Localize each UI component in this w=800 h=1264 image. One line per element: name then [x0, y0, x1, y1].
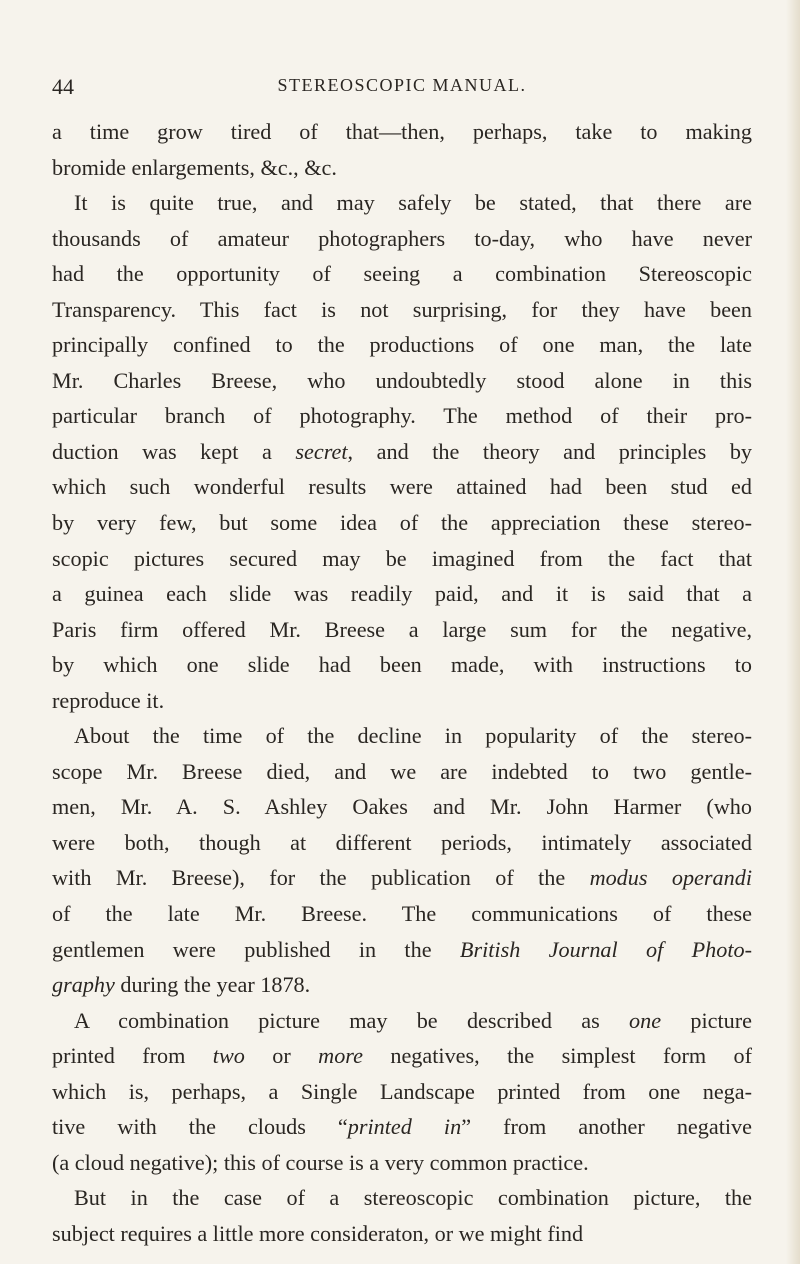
text-run: Mr. Charles Breese, who undoubtedly stood alone in this: [52, 367, 752, 393]
text-run: scopic pictures secured may be imagined from the fact that: [52, 545, 752, 571]
italic-text: modus operandi: [589, 865, 752, 891]
page-header: [52, 74, 752, 104]
body-text: [52, 114, 752, 1252]
text-line: [52, 1074, 752, 1110]
italic-text: graphy: [52, 972, 115, 998]
text-run: had the opportunity of seeing a combination Stereoscopic: [52, 261, 752, 287]
text-run: a time grow tired of that—then, perhaps, take to making: [52, 119, 752, 144]
text-run: which such wonderful results were attained had been stud ed: [52, 474, 752, 500]
text-line: [52, 363, 752, 399]
text-line: [52, 1145, 752, 1181]
text-run: were both, though at different periods, intimately associated: [52, 829, 752, 855]
text-line: [52, 1038, 752, 1074]
text-run: of the late Mr. Breese. The communications of these: [52, 901, 752, 927]
text-run: which is, perhaps, a Single Landscape printed from one nega-: [52, 1078, 752, 1104]
text-run: during the year 1878.: [114, 972, 311, 998]
text-line: [52, 718, 752, 754]
italic-text: one: [629, 1007, 662, 1033]
text-run: About the time of the decline in popularity of the stereo-: [74, 723, 752, 749]
text-line: [52, 150, 752, 186]
text-line: [52, 114, 752, 150]
text-line: [52, 754, 752, 790]
text-run: negatives, the simplest form of: [362, 1043, 752, 1069]
text-run: duction was kept a: [52, 438, 296, 464]
text-run: reproduce it.: [52, 687, 165, 713]
text-line: [52, 967, 752, 1003]
text-line: [52, 327, 752, 363]
text-run: principally confined to the productions of one man, the late: [52, 332, 752, 358]
text-run: gentlemen were published in the: [52, 936, 460, 962]
text-line: [52, 221, 752, 257]
text-line: [52, 256, 752, 292]
text-line: [52, 647, 752, 683]
italic-text: British Journal of Photo-: [459, 936, 752, 962]
text-run: a guinea each slide was readily paid, and it is said that a: [52, 581, 752, 607]
text-run: tive with the clouds “: [52, 1114, 348, 1140]
text-line: [52, 1109, 752, 1145]
text-line: [52, 1180, 752, 1216]
text-run: printed from: [52, 1043, 213, 1069]
text-line: [52, 612, 752, 648]
text-line: [52, 1003, 752, 1039]
text-run: by which one slide had been made, with instructions to: [52, 652, 752, 678]
text-run: , and the theory and principles by: [347, 438, 752, 464]
italic-text: two: [212, 1043, 245, 1069]
text-line: [52, 505, 752, 541]
text-run: with Mr. Breese), for the publication of the: [52, 865, 590, 891]
text-run: (a cloud negative); this of course is a very common practice.: [52, 1149, 589, 1175]
text-run: ” from another negative: [461, 1114, 752, 1140]
text-run: It is quite true, and may safely be stated, that there are: [74, 190, 752, 216]
text-line: [52, 825, 752, 861]
text-line: [52, 896, 752, 932]
text-run: particular branch of photography. The method of their pro-: [52, 403, 752, 429]
text-line: [52, 683, 752, 719]
page-number: 44: [52, 74, 74, 99]
page-edge-shadow: [786, 0, 800, 1264]
italic-text: more: [318, 1043, 363, 1069]
text-line: [52, 932, 752, 968]
text-run: But in the case of a stereoscopic combination picture, the: [74, 1185, 752, 1211]
text-run: or: [244, 1043, 319, 1069]
text-line: [52, 789, 752, 825]
text-run: Paris firm offered Mr. Breese a large sum for the negative,: [52, 616, 752, 642]
italic-text: printed in: [347, 1114, 462, 1140]
text-line: [52, 576, 752, 612]
text-line: [52, 541, 752, 577]
text-line: [52, 469, 752, 505]
text-line: [52, 1216, 752, 1252]
text-run: subject requires a little more consideraton, or we might find: [52, 1220, 584, 1246]
text-run: A combination picture may be described as: [74, 1007, 630, 1033]
text-run: bromide enlargements, &c., &c.: [52, 154, 337, 180]
text-line: [52, 434, 752, 470]
text-run: scope Mr. Breese died, and we are indebted to two gentle-: [52, 758, 752, 784]
text-run: by very few, but some idea of the appreciation these stereo-: [52, 510, 752, 536]
text-line: [52, 185, 752, 221]
italic-text: secret: [295, 438, 348, 464]
text-run: thousands of amateur photographers to-day, who have never: [52, 225, 752, 251]
text-line: [52, 292, 752, 328]
text-line: [52, 398, 752, 434]
text-run: Transparency. This fact is not surprising, for they have been: [52, 296, 752, 322]
text-run: picture: [661, 1007, 752, 1033]
running-head: STEREOSCOPIC MANUAL.: [277, 75, 527, 95]
text-line: [52, 860, 752, 896]
text-run: men, Mr. A. S. Ashley Oakes and Mr. John Harmer (who: [52, 794, 752, 820]
